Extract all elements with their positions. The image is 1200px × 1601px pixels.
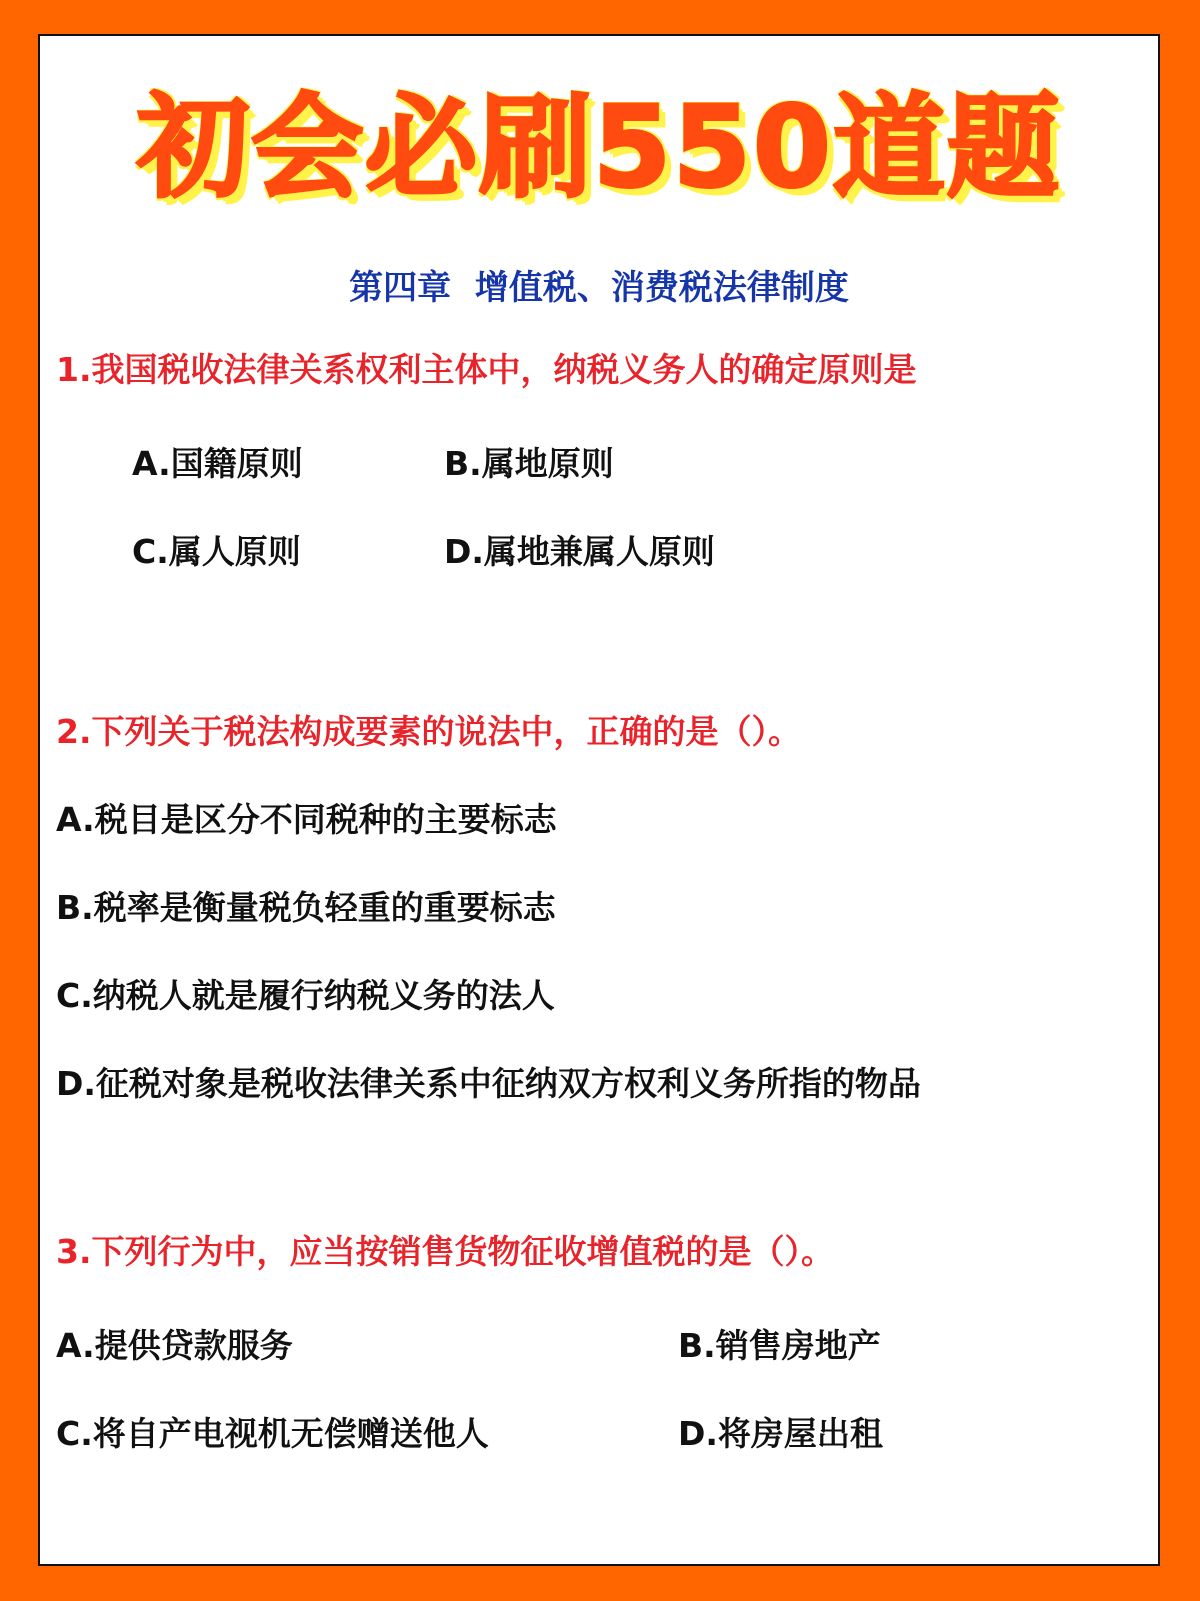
question-2-option-c: C.纳税人就是履行纳税义务的法人 xyxy=(56,976,555,1015)
question-3-stem: 3.下列行为中，应当按销售货物征收增值税的是（）。 xyxy=(56,1232,834,1271)
question-1-stem: 1.我国税收法律关系权利主体中，纳税义务人的确定原则是 xyxy=(56,350,917,389)
question-2-stem: 2.下列关于税法构成要素的说法中，正确的是（）。 xyxy=(56,712,801,751)
question-3-option-d: D.将房屋出租 xyxy=(678,1414,883,1453)
question-1-option-d: D.属地兼属人原则 xyxy=(444,532,715,571)
page-title: 初会必刷550道题 xyxy=(137,83,1061,213)
question-1-option-a: A.国籍原则 xyxy=(132,444,303,483)
question-2-option-b: B.税率是衡量税负轻重的重要标志 xyxy=(56,888,556,927)
chapter-subtitle: 第四章 增值税、消费税法律制度 xyxy=(349,268,849,308)
content-card xyxy=(38,34,1160,1566)
question-3-option-c: C.将自产电视机无偿赠送他人 xyxy=(56,1414,489,1453)
question-2-option-a: A.税目是区分不同税种的主要标志 xyxy=(56,800,557,839)
question-1-option-b: B.属地原则 xyxy=(444,444,614,483)
question-3-option-b: B.销售房地产 xyxy=(678,1326,881,1365)
question-1-option-c: C.属人原则 xyxy=(132,532,301,571)
question-2-option-d: D.征税对象是税收法律关系中征纳双方权利义务所指的物品 xyxy=(56,1064,921,1103)
question-3-option-a: A.提供贷款服务 xyxy=(56,1326,293,1365)
